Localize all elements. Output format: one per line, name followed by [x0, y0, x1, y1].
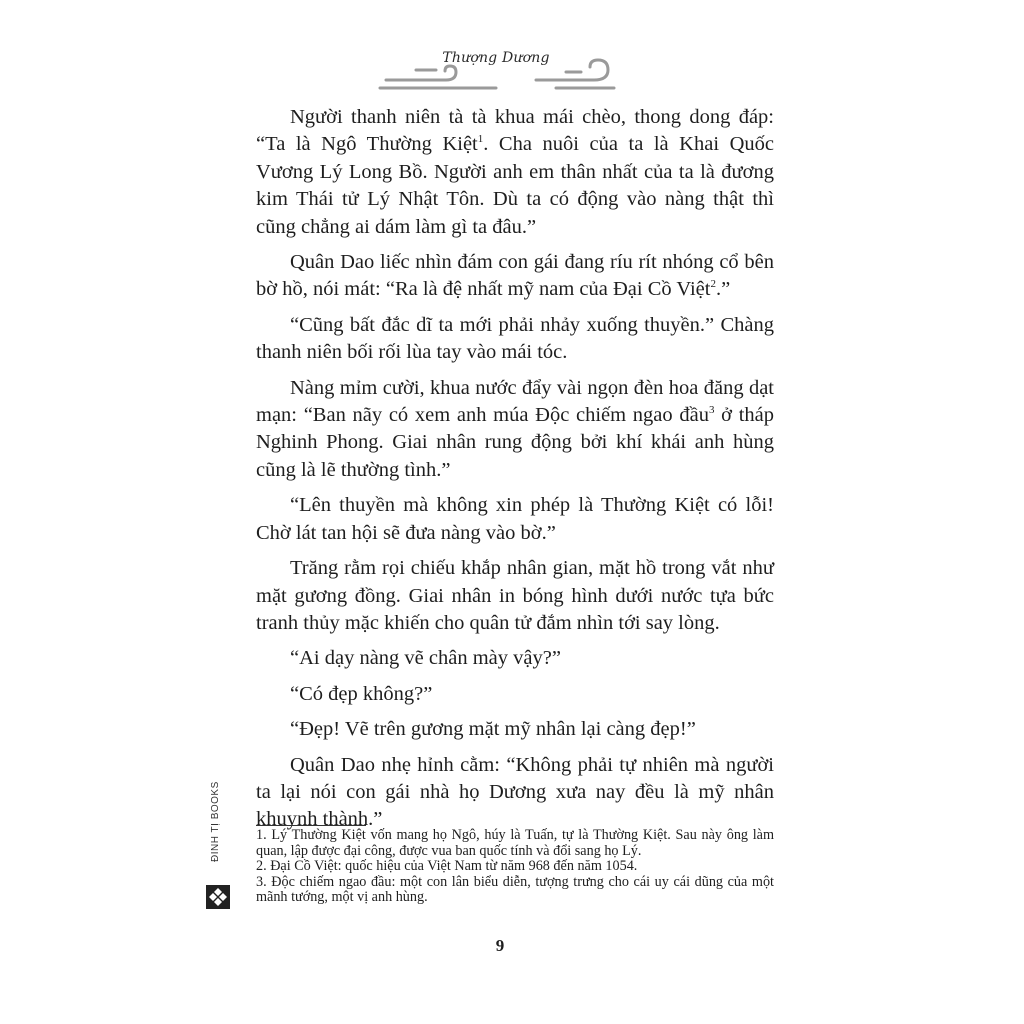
footnote-ref: 2: [710, 278, 716, 291]
footnotes: [256, 828, 774, 906]
header-title: Thượng Dương: [442, 50, 550, 66]
paragraph-text: “Ai dạy nàng vẽ chân mày vậy?”: [290, 647, 561, 670]
paragraph-text: Người thanh niên tà tà khua mái chèo, thong dong đáp: “Ta là Ngô Thường Kiệt: [256, 106, 774, 156]
paragraph-text: Quân Dao nhẹ hỉnh cằm: “Không phải tự nhiên mà người ta lại nói con gái nhà họ Dương xưa nay đều là mỹ nhân khuynh thành.”: [256, 753, 774, 831]
footnote: 2. Đại Cồ Việt: quốc hiệu của Việt Nam từ năm 968 đến năm 1054.: [256, 858, 638, 875]
publisher-name: ĐINH TỊ BOOKS: [210, 781, 221, 862]
body-text: [256, 104, 774, 842]
paragraph-text: “Lên thuyền mà không xin phép là Thường Kiệt có lỗi! Chờ lát tan hội sẽ đưa nàng vào bờ.”: [256, 494, 774, 544]
paragraph: [256, 104, 774, 241]
paragraph-text: Quân Dao liếc nhìn đám con gái đang ríu rít nhóng cổ bên bờ hồ, nói mát: “Ra là đệ nhất mỹ nam của Đại Cồ Việt: [256, 251, 774, 301]
publisher-logo-icon: [205, 884, 231, 910]
paragraph: [256, 752, 774, 834]
page-number: 9: [495, 936, 505, 955]
paragraph-text: “Đẹp! Vẽ trên gương mặt mỹ nhân lại càng đẹp!”: [290, 718, 696, 741]
paragraph: [256, 249, 774, 304]
paragraph: [256, 645, 774, 672]
paragraph-text: “Cũng bất đắc dĩ ta mới phải nhảy xuống thuyền.” Chàng thanh niên bối rối lùa tay vào mái tóc.: [256, 313, 774, 364]
running-header: [376, 40, 616, 100]
paragraph-text: . Cha nuôi của ta là Khai Quốc Vương Lý Long Bồ. Người anh em thân nhất của ta là đương kim Thái tử Lý Nhật Tôn. Dù ta có động vào nàng thật thì cũng chẳng ai dám làm gì ta đâu.”: [256, 133, 774, 238]
footnote-divider: [256, 825, 366, 826]
paragraph: [256, 312, 774, 367]
paragraph-text: “Có đẹp không?”: [290, 682, 433, 705]
paragraph-text: .”: [715, 278, 731, 301]
paragraph: [256, 492, 774, 547]
paragraph: [256, 681, 774, 708]
paragraph: [256, 555, 774, 637]
footnote: 1. Lý Thường Kiệt vốn mang họ Ngô, húy là Tuấn, tự là Thường Kiệt. Sau này ông làm quan, lập được đại công, được vua ban quốc tính và đổi sang họ Lý.: [256, 827, 774, 859]
footnote-ref: 3: [708, 404, 715, 417]
footnote-ref: 1: [477, 133, 484, 146]
paragraph-text: Nàng mỉm cười, khua nước đẩy vài ngọn đèn hoa đăng dạt mạn: “Ban nãy có xem anh múa Độc chiếm ngao đầu: [256, 376, 774, 427]
cloud-ornament-icon: [376, 40, 616, 100]
footnote: 3. Độc chiếm ngao đầu: một con lân biểu diễn, tượng trưng cho cái uy cái dũng của một mãnh tướng, một vị anh hùng.: [256, 873, 774, 906]
paragraph-text: Trăng rằm rọi chiếu khắp nhân gian, mặt hồ trong vắt như mặt gương đồng. Giai nhân in bóng hình dưới nước tựa bức tranh thủy mặc khiến cho quân tử đắm nhìn tới say lòng.: [256, 557, 774, 634]
paragraph-text: ở tháp Nghinh Phong. Giai nhân rung động bởi khí khái anh hùng cũng là lẽ thường tình.”: [256, 404, 775, 481]
paragraph: [256, 375, 774, 485]
paragraph: [256, 716, 774, 743]
